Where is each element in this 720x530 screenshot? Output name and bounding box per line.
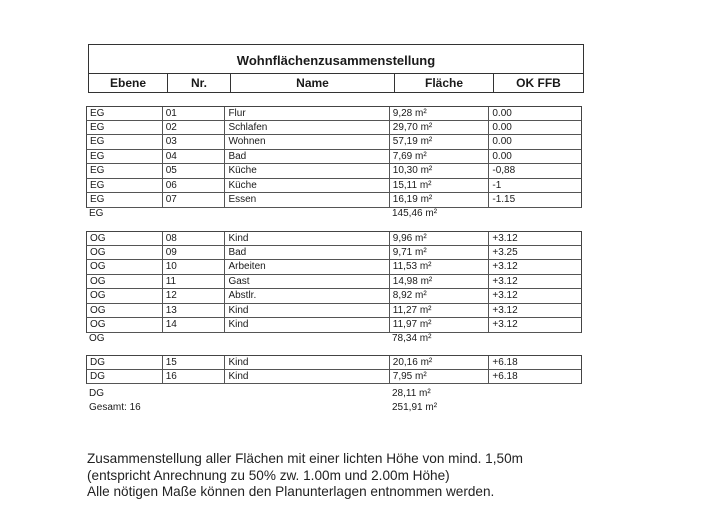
cell-nr: 01 (163, 107, 226, 120)
table-row (86, 260, 582, 275)
cell-ok-ffb: +3.12 (492, 290, 518, 301)
cell-flaeche: 10,30 m² (390, 164, 490, 178)
footnote (87, 451, 687, 501)
cell-flaeche: 9,71 m² (390, 246, 490, 260)
cell-ebene: EG (87, 164, 163, 178)
cell-name: Küche (225, 164, 389, 178)
table-title: Wohnflächenzusammenstellung (88, 44, 584, 74)
cell-ebene: DG (87, 370, 163, 384)
cell-ebene: EG (87, 179, 163, 193)
cell-flaeche: 16,19 m² (390, 193, 490, 207)
cell-flaeche: 9,28 m² (390, 107, 490, 120)
cell-ebene: EG (87, 150, 163, 164)
column-header-row (88, 73, 584, 93)
cell-ebene: OG (87, 289, 163, 303)
cell-ebene: OG (87, 275, 163, 289)
cell-nr: 13 (163, 304, 226, 318)
cell-nr: 11 (163, 275, 226, 289)
cell-nr: 02 (163, 121, 226, 135)
cell-name: Kind (225, 370, 389, 384)
cell-nr: 09 (163, 246, 226, 260)
cell-flaeche: 11,97 m² (390, 318, 490, 332)
cell-ok-ffb: +3.12 (492, 275, 518, 287)
cell-flaeche: 20,16 m² (390, 356, 490, 369)
column-header-nr: Nr. (168, 74, 231, 92)
table-row (86, 106, 582, 121)
cell-nr: 04 (163, 150, 226, 164)
total-label: Gesamt: 16 (89, 402, 141, 413)
cell-name: Bad (225, 150, 389, 164)
cell-flaeche: 9,96 m² (390, 232, 490, 245)
cell-flaeche: 11,27 m² (390, 304, 490, 318)
table-row (86, 179, 582, 194)
cell-name: Flur (225, 107, 389, 120)
cell-flaeche: 8,92 m² (390, 289, 490, 303)
footnote-line-3: Alle nötigen Maße können den Planunterlagen entnommen werden. (87, 484, 495, 499)
cell-nr: 16 (163, 370, 226, 384)
table-row (86, 289, 582, 304)
cell-ok-ffb: +3.12 (492, 304, 518, 316)
cell-nr: 05 (163, 164, 226, 178)
footnote-line-1: Zusammenstellung aller Flächen mit einer lichten Höhe von mind. 1,50m (87, 451, 523, 466)
cell-name: Wohnen (225, 135, 389, 149)
group-summary-label-eg: EG (89, 208, 104, 219)
column-header-flaeche: Fläche (395, 74, 494, 92)
cell-name: Kind (225, 232, 389, 245)
cell-name: Arbeiten (225, 260, 389, 274)
table-group-dg (86, 355, 582, 384)
table-row (86, 150, 582, 165)
cell-nr: 14 (163, 318, 226, 332)
cell-ok-ffb: +6.18 (492, 357, 518, 368)
cell-name: Kind (225, 318, 389, 332)
cell-nr: 10 (163, 260, 226, 274)
cell-ebene: DG (87, 356, 163, 369)
cell-name: Schlafen (225, 121, 389, 135)
cell-nr: 08 (163, 232, 226, 245)
table-row (86, 275, 582, 290)
cell-name: Bad (225, 246, 389, 260)
cell-ok-ffb: +3.12 (492, 233, 518, 244)
cell-ok-ffb: 0.00 (492, 150, 512, 162)
group-summary-label-og: OG (89, 333, 105, 344)
cell-ebene: EG (87, 107, 163, 120)
table-row (86, 370, 582, 385)
group-summary-area-og: 78,34 m² (392, 333, 432, 344)
table-row (86, 164, 582, 179)
cell-name: Essen (225, 193, 389, 207)
cell-name: Kind (225, 356, 389, 369)
cell-ok-ffb: 0.00 (492, 108, 512, 119)
cell-ebene: OG (87, 232, 163, 245)
cell-ok-ffb: +3.25 (492, 246, 518, 258)
column-header-ebene: Ebene (89, 74, 168, 92)
cell-ebene: OG (87, 260, 163, 274)
cell-name: Küche (225, 179, 389, 193)
table-row (86, 121, 582, 136)
total-area: 251,91 m² (392, 402, 438, 413)
cell-nr: 06 (163, 179, 226, 193)
group-summary-area-dg: 28,11 m² (392, 388, 431, 399)
cell-flaeche: 7,95 m² (390, 370, 490, 384)
cell-nr: 12 (163, 289, 226, 303)
table-group-og (86, 231, 582, 333)
table-row (86, 318, 582, 333)
footnote-line-2: (entspricht Anrechnung zu 50% zw. 1.00m und 2.00m Höhe) (87, 467, 450, 483)
cell-ok-ffb: -0,88 (492, 165, 516, 176)
cell-ebene: EG (87, 193, 163, 207)
cell-ok-ffb: 0.00 (492, 121, 512, 133)
column-header-name: Name (231, 74, 395, 92)
table-row (86, 231, 582, 246)
cell-ok-ffb: +3.12 (492, 261, 518, 272)
cell-ok-ffb: -1.15 (492, 194, 516, 205)
cell-name: Gast (225, 275, 389, 289)
cell-nr: 07 (163, 193, 226, 207)
column-header-ok-ffb: OK FFB (516, 76, 561, 90)
cell-ok-ffb: -1 (492, 179, 502, 191)
cell-ebene: OG (87, 304, 163, 318)
table-row (86, 304, 582, 319)
table-row (86, 355, 582, 370)
table-row (86, 135, 582, 150)
group-summary-label-dg: DG (89, 388, 104, 399)
cell-nr: 15 (163, 356, 226, 369)
cell-flaeche: 11,53 m² (390, 260, 490, 274)
table-row (86, 193, 582, 208)
group-summary-area-eg: 145,46 m² (392, 208, 438, 219)
cell-flaeche: 14,98 m² (390, 275, 490, 289)
cell-nr: 03 (163, 135, 226, 149)
cell-flaeche: 15,11 m² (390, 179, 490, 193)
cell-flaeche: 29,70 m² (390, 121, 490, 135)
table-row (86, 246, 582, 261)
cell-ebene: EG (87, 135, 163, 149)
cell-ebene: OG (87, 318, 163, 332)
cell-ok-ffb: +6.18 (492, 370, 518, 382)
cell-ebene: OG (87, 246, 163, 260)
cell-flaeche: 7,69 m² (390, 150, 490, 164)
table-group-eg (86, 106, 582, 208)
cell-ok-ffb: +3.12 (492, 319, 518, 330)
cell-name: Kind (225, 304, 389, 318)
cell-name: Abstlr. (225, 289, 389, 303)
cell-ok-ffb: 0.00 (492, 136, 512, 147)
cell-ebene: EG (87, 121, 163, 135)
cell-flaeche: 57,19 m² (390, 135, 490, 149)
